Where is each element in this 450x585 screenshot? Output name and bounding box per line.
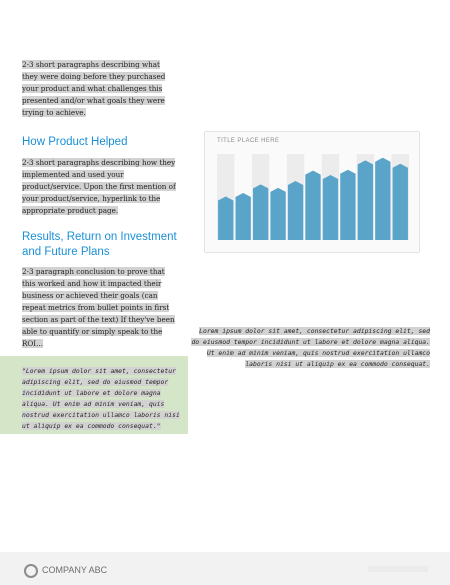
area-chart <box>205 132 419 252</box>
testimonial-quote-text: "Lorem ipsum dolor sit amet, consectetur adipiscing elit, sed do eiusmod tempor incididunt ut labore et dolore magna aliqua. Ut enim ad minim veniam, quis nostrud exercitation ullamco laboris nisi ut aliquip ex ea commodo consequat." <box>22 367 180 430</box>
chart-column-9 <box>358 160 373 240</box>
chart-column-2 <box>236 193 251 240</box>
chart-column-5 <box>288 181 303 240</box>
pull-quote-right <box>190 326 430 370</box>
chart-column-6 <box>305 171 320 240</box>
chart-column-1 <box>218 196 233 240</box>
intro-paragraph <box>22 59 177 119</box>
testimonial-quote <box>22 366 182 432</box>
chart-column-8 <box>340 170 355 240</box>
chart-column-7 <box>323 175 338 240</box>
circle-logo-icon <box>24 564 38 578</box>
footer-company-name: COMPANY ABC <box>42 565 108 575</box>
chart-column-3 <box>253 184 268 240</box>
results-paragraph-text: 2-3 paragraph conclusion to prove that this worked and how it impacted their business or achieved their goals (can repeat metrics from bullet points in first section as part of the text) If they've been able to quantify or simply speak to the ROI... <box>22 267 175 348</box>
pull-quote-right-text: Lorem ipsum dolor sit amet, consectetur adipiscing elit, sed do eiusmod tempor incididunt ut labore et dolore magna aliqua. Ut enim ad minim veniam, quis nostrud exercitation ullamco laboris nisi ut aliquip ex ea commodo consequat. <box>191 327 430 368</box>
heading-how-product-helped: How Product Helped <box>22 136 128 148</box>
chart-column-10 <box>375 158 390 240</box>
heading-results: Results, Return on Investment and Future Plans <box>22 231 177 258</box>
chart-card <box>204 131 420 253</box>
page-footer <box>0 552 450 585</box>
chart-column-11 <box>393 164 408 240</box>
footer-page-info <box>368 566 428 572</box>
helped-paragraph-text: 2-3 short paragraphs describing how they implemented and used your product/service. Upon the first mention of your product/service, hyperlink to the appropriate product page. <box>22 158 176 215</box>
helped-paragraph <box>22 157 177 217</box>
chart-title: TITLE PLACE HERE <box>217 138 280 144</box>
results-paragraph <box>22 266 177 350</box>
intro-paragraph-text: 2-3 short paragraphs describing what they were doing before they purchased your product and what challenges this presented and/or what goals they were trying to achieve. <box>22 60 166 117</box>
chart-column-4 <box>270 188 285 240</box>
